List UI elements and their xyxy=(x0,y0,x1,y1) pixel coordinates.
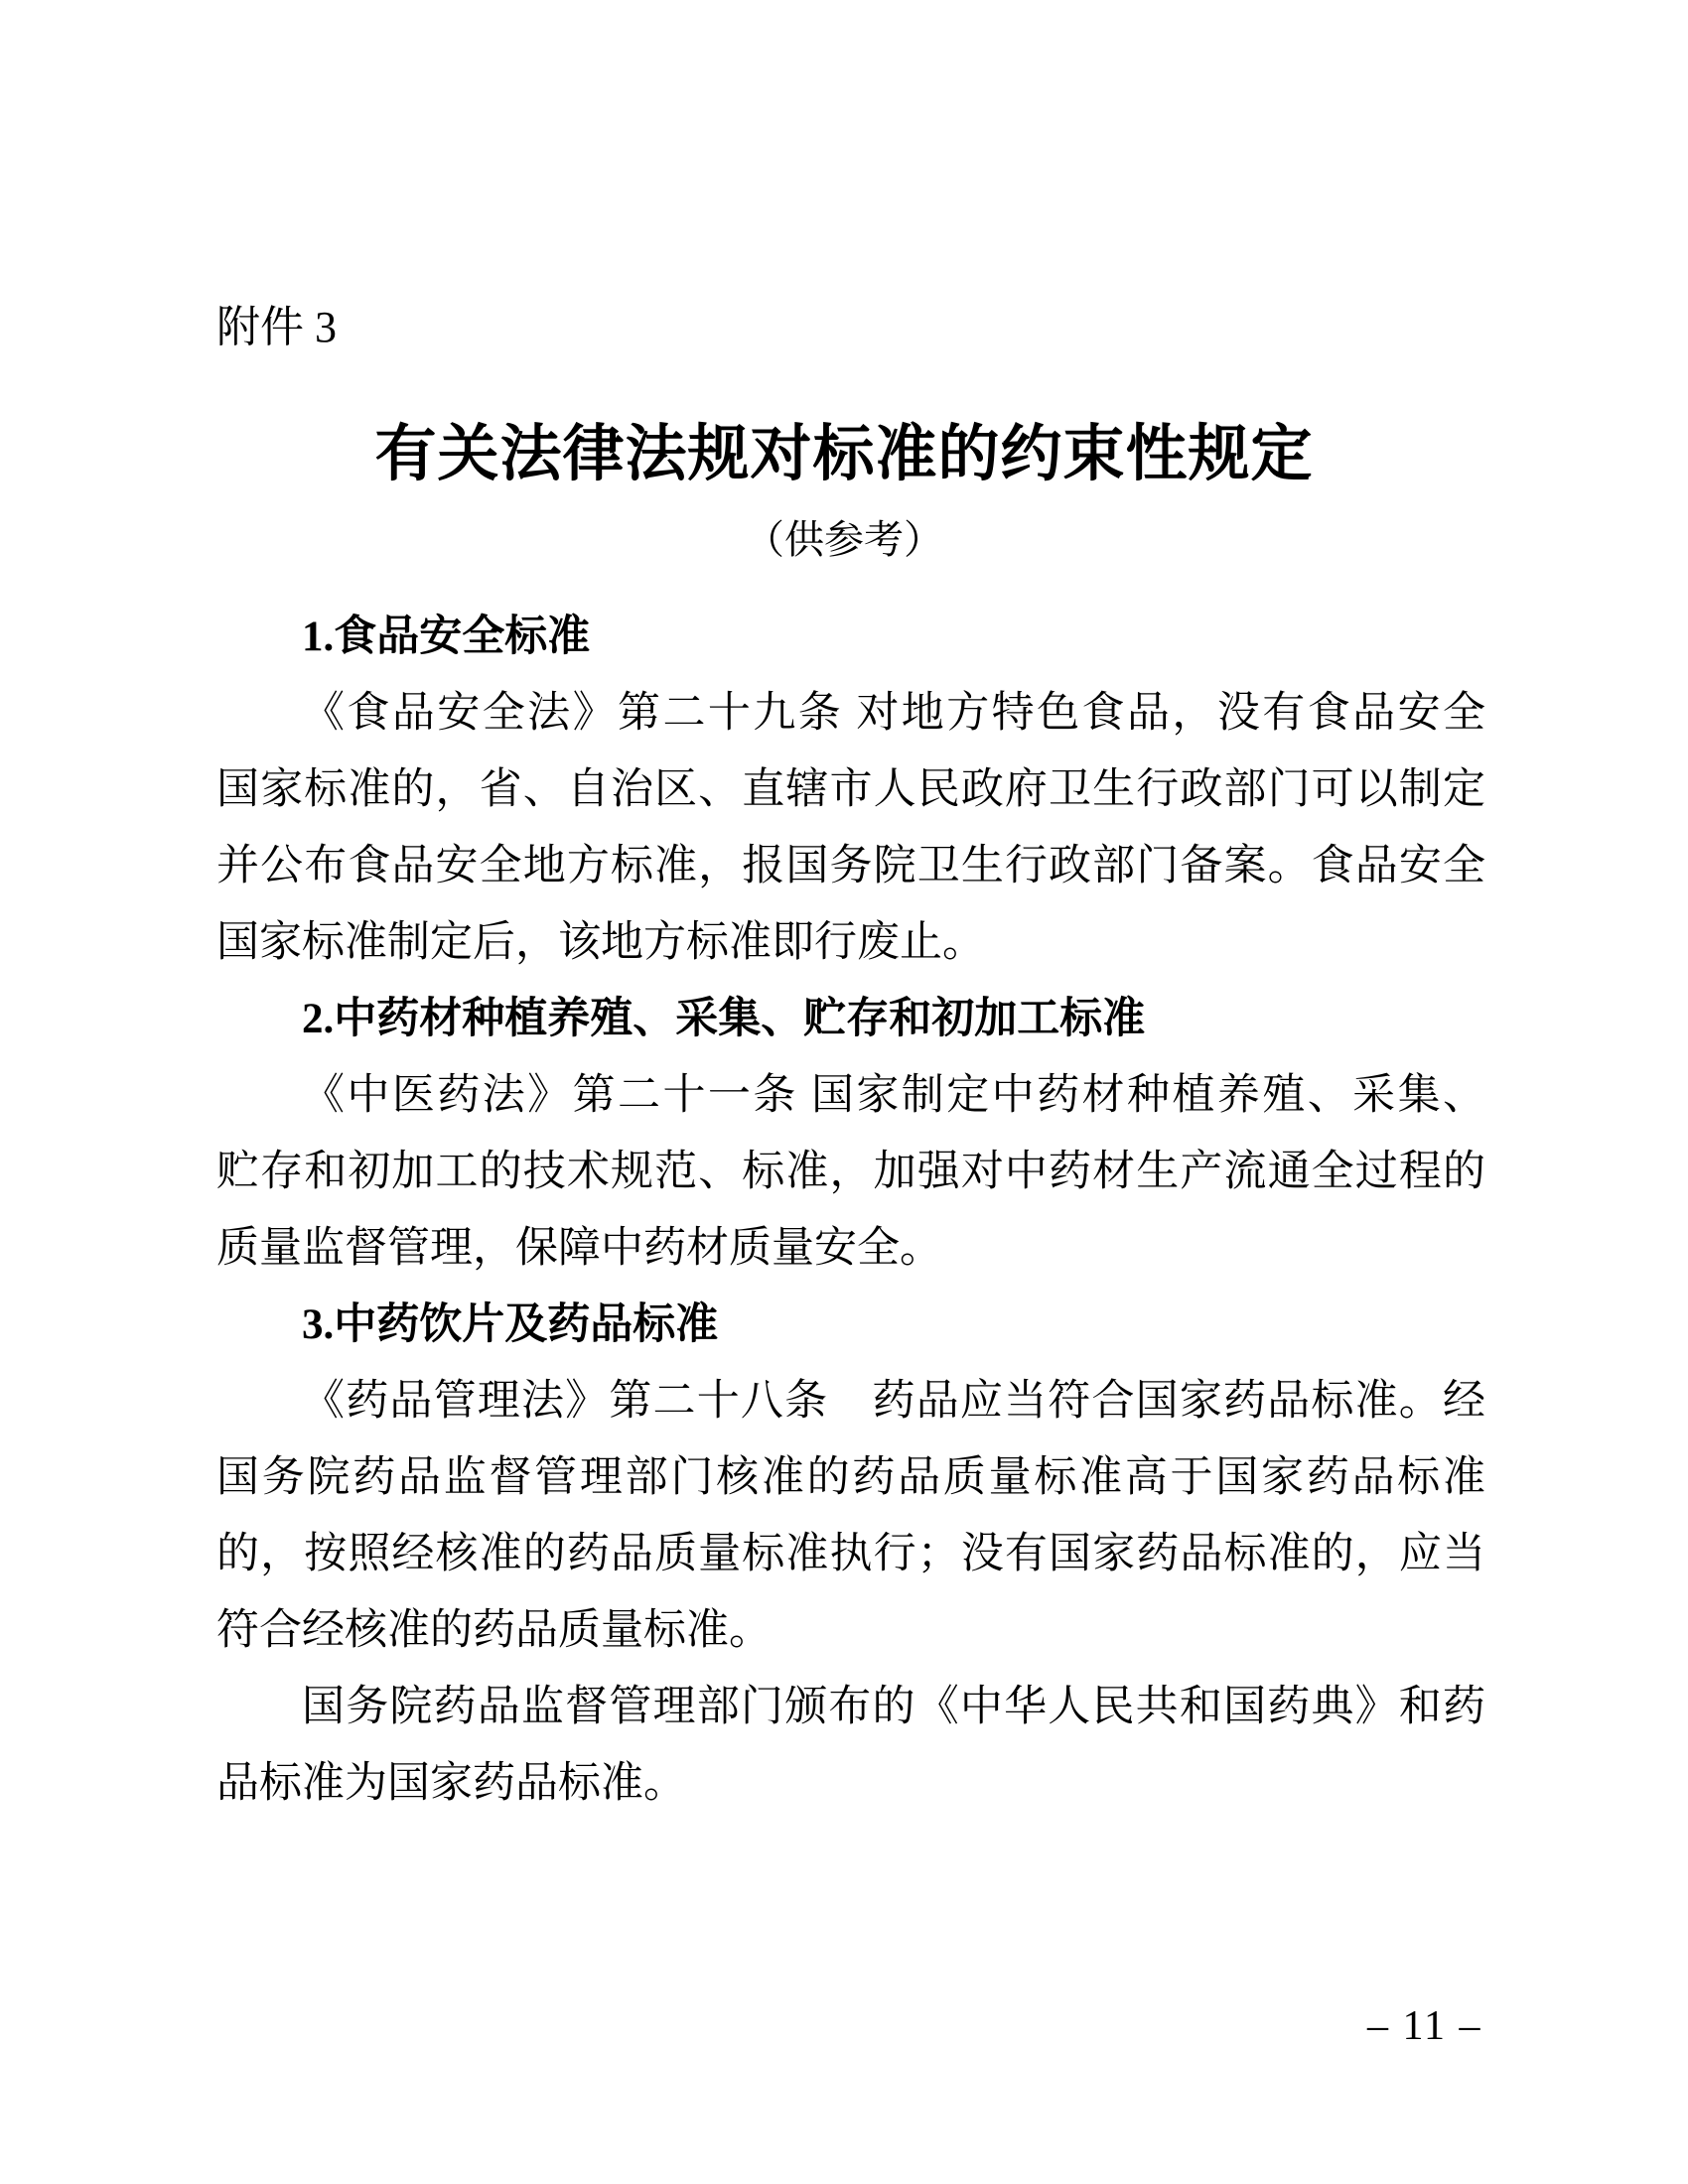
section-2-line-1: 《中医药法》第二十一条 国家制定中药材种植养殖、采集、 xyxy=(302,1072,1485,1119)
section-3-line-1: 《药品管理法》第二十八条 药品应当符合国家药品标准。经 xyxy=(302,1378,1485,1425)
section-1-line-4: 国家标准制定后，该地方标准即行废止。 xyxy=(216,919,985,966)
section-1-heading: 1.食品安全标准 xyxy=(302,614,591,660)
attachment-label: 附件 3 xyxy=(216,303,337,351)
section-1-line-1: 《食品安全法》第二十九条 对地方特色食品，没有食品安全 xyxy=(302,690,1485,737)
closing-paragraph-line-2: 品标准为国家药品标准。 xyxy=(216,1760,686,1807)
page-number: – 11 – xyxy=(1367,2003,1482,2049)
document-title: 有关法律法规对标准的约束性规定 xyxy=(374,421,1314,488)
section-1-line-2: 国家标准的，省、自治区、直辖市人民政府卫生行政部门可以制定 xyxy=(216,766,1485,813)
closing-paragraph-line-1: 国务院药品监督管理部门颁布的《中华人民共和国药典》和药 xyxy=(302,1684,1485,1730)
section-2-heading: 2.中药材种植养殖、采集、贮存和初加工标准 xyxy=(302,996,1146,1042)
section-2-line-3: 质量监督管理，保障中药材质量安全。 xyxy=(216,1225,942,1272)
section-3-line-3: 的，按照经核准的药品质量标准执行；没有国家药品标准的，应当 xyxy=(216,1531,1485,1577)
section-3-line-2: 国务院药品监督管理部门核准的药品质量标准高于国家药品标准 xyxy=(216,1454,1485,1501)
document-subtitle: （供参考） xyxy=(745,517,943,562)
section-3-heading: 3.中药饮片及药品标准 xyxy=(302,1301,719,1348)
section-1-line-3: 并公布食品安全地方标准，报国务院卫生行政部门备案。食品安全 xyxy=(216,843,1485,889)
section-3-line-4: 符合经核准的药品质量标准。 xyxy=(216,1607,772,1654)
section-2-line-2: 贮存和初加工的技术规范、标准，加强对中药材生产流通全过程的 xyxy=(216,1149,1485,1195)
document-body xyxy=(216,599,1485,1822)
